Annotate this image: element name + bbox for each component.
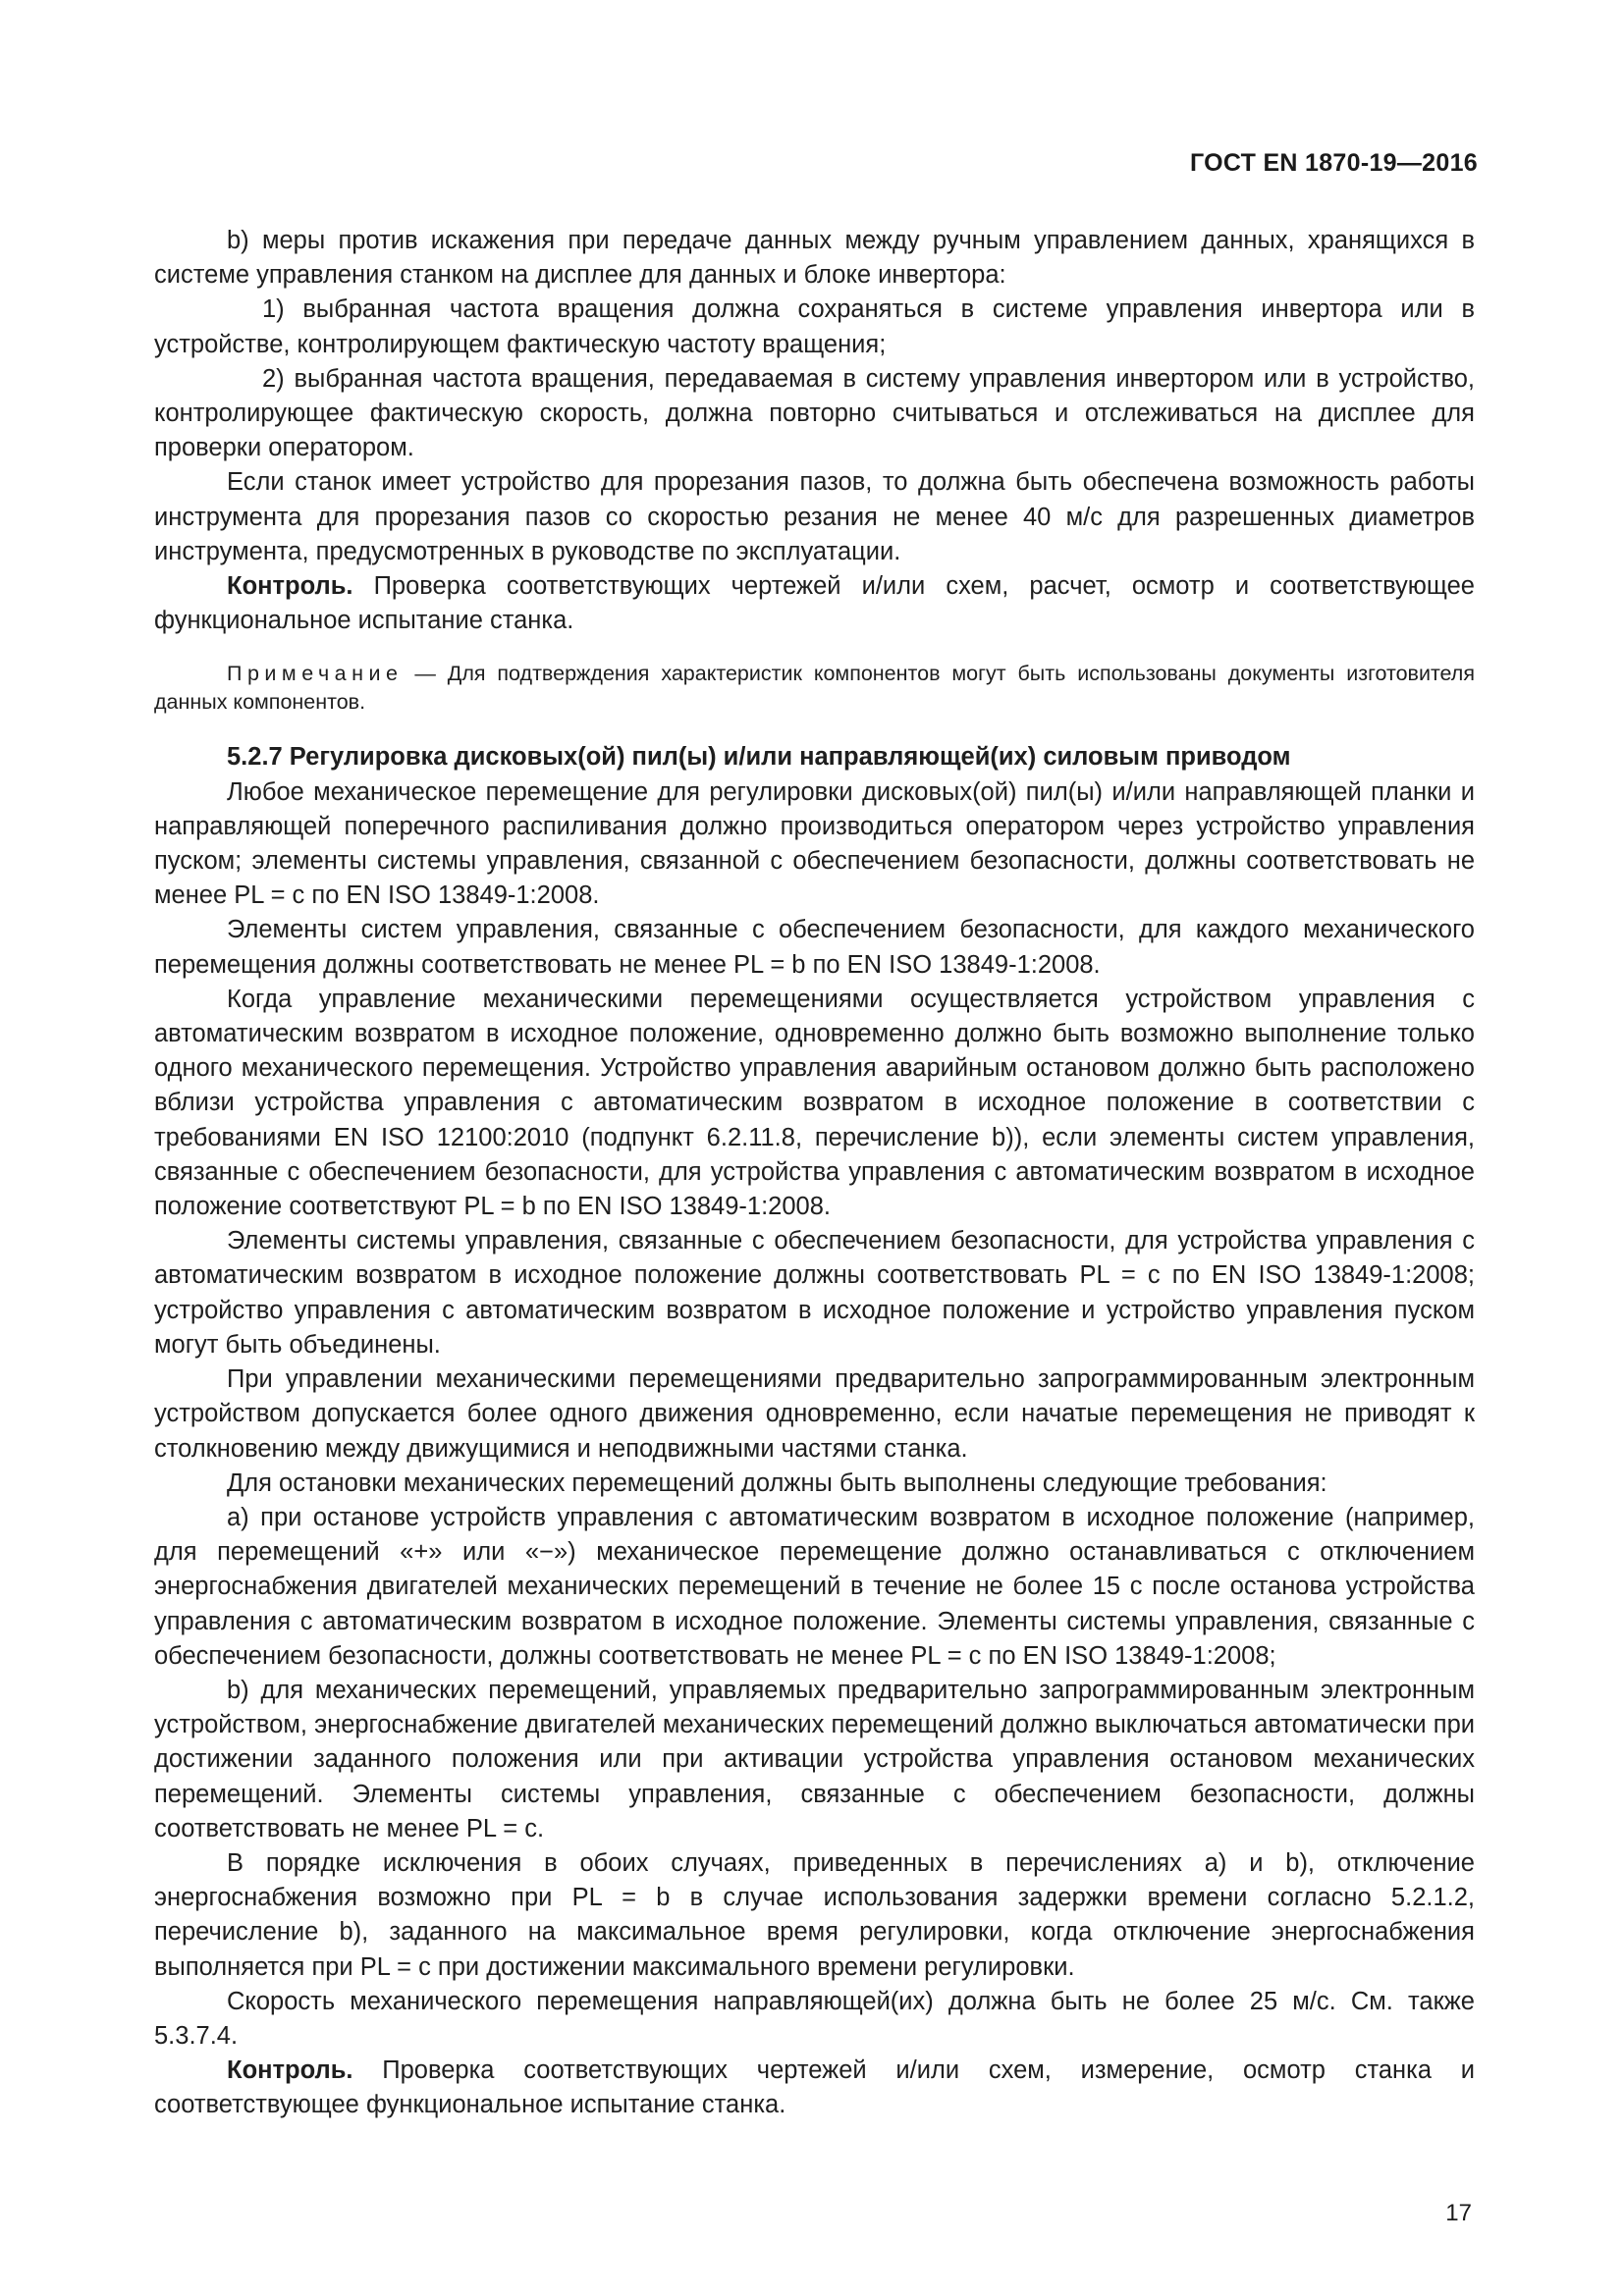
control-text: Проверка соответствующих чертежей и/или схем, измерение, осмотр станка и соответствующее функциональное испытание станка. — [154, 2056, 1475, 2119]
section-paragraph: Когда управление механическими перемещениями осуществляется устройством управления с автоматическим возвратом в исходное положение, одновременно должно быть возможно выполнение только одного механического перемещения. Устройство управления аварийным остановом должно быть расположено вблизи устройства управления с автоматическим возвратом в исходное положение в соответствии с требованиями EN ISO 12100:2010 (подпункт 6.2.11.8, перечисление b)), если элементы систем управления, связанные с обеспечением безопасности, для устройства управления с автоматическим возвратом в исходное положение соответствуют PL = b по EN ISO 13849-1:2008. — [154, 985, 1475, 1221]
section-paragraph: Скорость механического перемещения направляющей(их) должна быть не более 25 м/с. См. также 5.3.7.4. — [154, 1987, 1475, 2050]
section-paragraph: a) при останове устройств управления с автоматическим возвратом в исходное положение (например, для перемещений «+» или «−») механическое перемещение должно останавливаться с отключением энергоснабжения двигателей механических перемещений в течение не более 15 с после останова устройства управления с автоматическим возвратом в исходное положение. Элементы системы управления, связанные с обеспечением безопасности, должны соответствовать не менее PL = c по EN ISO 13849-1:2008; — [154, 1503, 1475, 1670]
paragraph-grooving: Если станок имеет устройство для прорезания пазов, то должна быть обеспечена возможность работы инструмента для прорезания пазов со скоростью резания не менее 40 м/с для разрешенных диаметров инструмента, предусмотренных в руководстве по эксплуатации. — [154, 468, 1475, 565]
paragraph-subitem-1: 1) выбранная частота вращения должна сохраняться в системе управления инвертора или в устройстве, контролирующем фактическую частоту вращения; — [154, 295, 1475, 358]
control-label: Контроль. — [227, 2056, 353, 2085]
section-paragraph: b) для механических перемещений, управляемых предварительно запрограммированным электронным устройством, энергоснабжение двигателей механических перемещений должно выключаться автоматически при достижении заданного положения или при активации устройства управления остановом механических перемещений. Элементы системы управления, связанные с обеспечением безопасности, должны соответствовать не менее PL = c. — [154, 1676, 1475, 1842]
section-paragraph: В порядке исключения в обоих случаях, приведенных в перечислениях a) и b), отключение энергоснабжения возможно при PL = b в случае использования задержки времени согласно 5.2.1.2, перечисление b), заданного на максимальное время регулировки, когда отключение энергоснабжения выполняется при PL = c при достижении максимального времени регулировки. — [154, 1848, 1475, 1981]
section-paragraph: Любое механическое перемещение для регулировки дисковых(ой) пил(ы) и/или направляющей планки и направляющей поперечного распиливания должно производиться оператором через устройство управления пуском; элементы системы управления, связанной с обеспечением безопасности, должны соответствовать не менее PL = c по EN ISO 13849-1:2008. — [154, 777, 1475, 910]
page-content — [154, 224, 1475, 2123]
section-paragraph: Элементы систем управления, связанные с обеспечением безопасности, для каждого механического перемещения должны соответствовать не менее PL = b по EN ISO 13849-1:2008. — [154, 916, 1475, 979]
paragraph-item-b: b) меры против искажения при передаче данных между ручным управлением данных, хранящихся в системе управления станком на дисплее для данных и блоке инвертора: — [154, 227, 1475, 290]
section-paragraph: Элементы системы управления, связанные с обеспечением безопасности, для устройства управления с автоматическим возвратом в исходное положение должны соответствовать PL = c по EN ISO 13849-1:2008; устройство управления с автоматическим возвратом в исходное положение и устройство управления пуском могут быть объединены. — [154, 1227, 1475, 1359]
note-text: — Для подтверждения характеристик компонентов могут быть использованы документы изготовителя данных компонентов. — [154, 662, 1475, 715]
control-label: Контроль. — [227, 572, 353, 601]
page-number: 17 — [1445, 2200, 1472, 2226]
section-paragraph: При управлении механическими перемещениями предварительно запрограммированным электронным устройством допускается более одного движения одновременно, если начатые перемещения не приводят к столкновению между движущимися и неподвижными частями станка. — [154, 1365, 1475, 1463]
note-label: Примечание — [227, 662, 404, 686]
document-code-header: ГОСТ EN 1870-19—2016 — [1190, 149, 1478, 177]
section-control-paragraph — [154, 2054, 1475, 2122]
section-title: 5.2.7 Регулировка дисковых(ой) пил(ы) и/или направляющей(их) силовым приводом — [227, 743, 1291, 772]
section-paragraph: Для остановки механических перемещений должны быть выполнены следующие требования: — [227, 1468, 1327, 1497]
paragraph-subitem-2: 2) выбранная частота вращения, передаваемая в систему управления инвертором или в устройство, контролирующее фактическую скорость, должна повторно считываться и отслеживаться на дисплее для проверки оператором. — [154, 364, 1475, 462]
control-text: Проверка соответствующих чертежей и/или схем, расчет, осмотр и соответствующее функциональное испытание станка. — [154, 572, 1475, 635]
note — [154, 660, 1475, 717]
paragraph-control-1 — [154, 569, 1475, 638]
